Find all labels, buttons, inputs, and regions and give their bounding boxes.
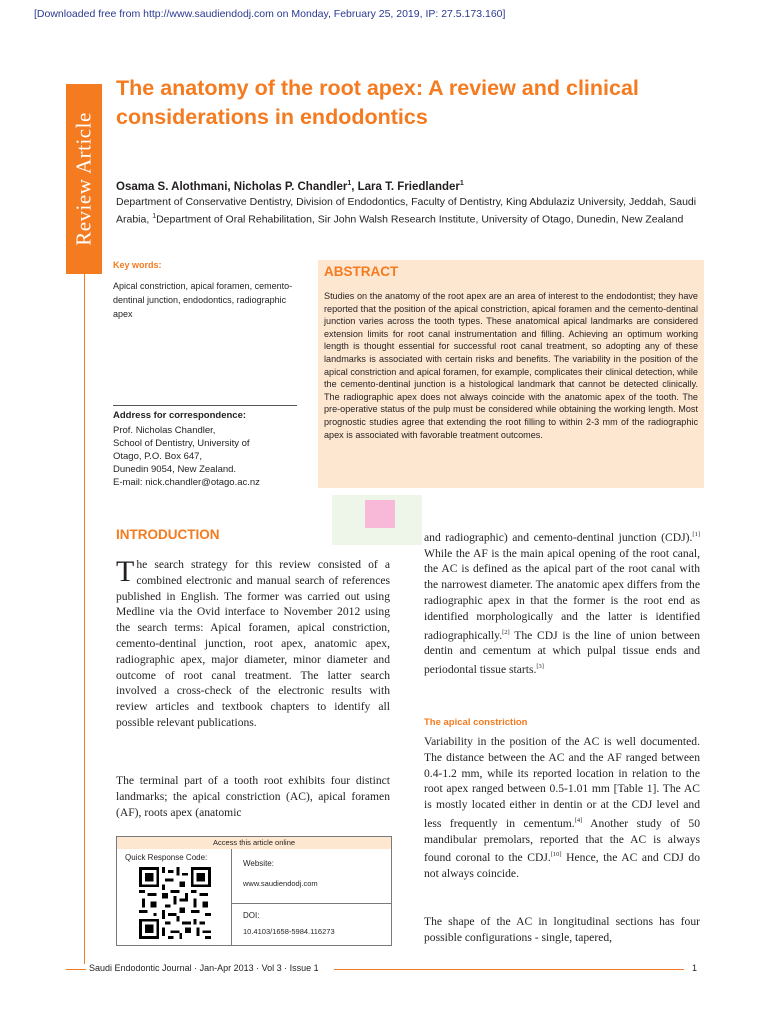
- doi-link[interactable]: 10.4103/1658-5984.116273: [243, 927, 335, 936]
- website-label: Website:: [243, 859, 274, 868]
- abstract-body: Studies on the anatomy of the root apex are an area of interest to the endodontist; they have reported that the position of the apical constriction, apical foramen and the cemento-dentinal junction varies across the tooth types. These anatomical apical landmarks are considered extension limits for root canal instrumentation and filling. Achieving an optimum working length is thought essential for successful root canal treatment, so adopting any of these landmarks is associated with certain risks and benefits. The variability in the position of the apical constriction and apical foramen, for example, complicates their clinical detection, while the cemento-dentinal junction is a histological landmark that cannot be detected clinically. The radiographic apex does not always coincide with the anatomic apex of the tooth. The pre-operative status of the pulp must be considered while obtaining the working length. Most prognostic studies agree that extending the root filling to within 2-3 mm of the radiographic apex is associated with favorable treatment outcomes.: [324, 291, 698, 440]
- keywords-heading: Key words:: [113, 260, 162, 270]
- footer-rule-left: [66, 969, 86, 970]
- qr-label: Quick Response Code:: [125, 853, 208, 862]
- page-number: 1: [692, 963, 698, 973]
- keywords-text: Apical constriction, apical foramen, cemento-dentinal junction, endodontics, radiographic apex: [113, 281, 293, 319]
- address-block: Prof. Nicholas Chandler, School of Dentistry, University of Otago, P.O. Box 647, Dunedin 9054, New Zealand. E-mail: nick.chandler@otago.ac.nz: [113, 424, 303, 489]
- side-rule: [84, 274, 85, 964]
- author-list: Osama S. Alothmani, Nicholas P. Chandler$^1$, Lara T. Friedlander$^1$: [116, 180, 464, 193]
- journal-footer: Saudi Endodontic Journal · Jan-Apr 2013 · Vol 3 · Issue 1: [89, 963, 319, 973]
- intro-paragraph-1: The search strategy for this review consisted of a combined electronic and manual search of references published in English. The former was carried out using Medline via the Ovid interface to November 2012 using the search terms: Apical foramen, apical constriction, cemento-dentinal junction, root apex, anatomic apex, radiographic apex, major diameter, minor diameter and outcome of root canal treatment. The latter search involved a cross-check of the electronic results with review articles and textbook chapters to identify all possible relevant publications.: [116, 555, 390, 729]
- download-banner: [Downloaded free from http://www.saudiendodj.com on Monday, February 25, 2019, IP: 27.5.173.160]: [34, 8, 506, 20]
- review-article-tab: [66, 84, 102, 274]
- footer-rule-right: [334, 969, 684, 970]
- apical-constriction-heading: The apical constriction: [424, 717, 528, 728]
- qr-code-icon[interactable]: [139, 867, 211, 939]
- access-article-box: [116, 836, 392, 946]
- right-paragraph-2: Variability in the position of the AC is well documented. The distance between the AC and the AF ranged between 0.4-1.2 mm, while its reported location in relation to the root apex ranged between 0.5-1.01 mm [Table 1]. The AC is mostly located either in dentin or at the CDJ level and less frequently in cementum.[4] Another study of 50 mandibular premolars, reported that the AC is always found coronal to the CDJ.[10] Hence, the AC and CDJ do not always coincide.: [424, 735, 700, 881]
- correspondence-email[interactable]: E-mail: nick.chandler@otago.ac.nz: [113, 477, 260, 488]
- introduction-heading: INTRODUCTION: [116, 527, 220, 542]
- right-paragraph-1: and radiographic) and cemento-dentinal junction (CDJ).[1] While the AF is the main apical opening of the root canal, the AC is defined as the apical part of the root canal with the narrowest diameter. The anatomic apex differs from the radiographic apex in that the former is the root end as identified morphologically and the latter is identified radiographically.[2] The CDJ is the line of union between dentin and cementum at which pulpal tissue ends and periodontal tissue starts.[3]: [424, 530, 700, 676]
- website-link[interactable]: www.saudiendodj.com: [243, 879, 318, 888]
- review-article-label: Review Article: [71, 112, 96, 246]
- affiliations: Department of Conservative Dentistry, Division of Endodontics, Faculty of Dentistry, King Abdulaziz University, Jeddah, Saudi Arabia, $^1$Department of Oral Rehabilitation, Sir John Walsh Research Institute, University of Otago, Dunedin, New Zealand: [116, 196, 697, 225]
- article-title: The anatomy of the root apex: A review and clinical considerations in endodontics: [116, 76, 639, 129]
- abstract-box: [318, 260, 704, 488]
- address-heading: Address for correspondence:: [113, 410, 247, 421]
- right-paragraph-3: The shape of the AC in longitudinal sections has four possible configurations - single, tapered,: [424, 915, 700, 944]
- doi-label: DOI:: [243, 911, 260, 920]
- drop-cap: T: [116, 555, 135, 588]
- access-divider: [231, 903, 391, 904]
- intro-paragraph-2: The terminal part of a tooth root exhibits four distinct landmarks; the apical constriction (AC), apical foramen (AF), roots apex (anatomic: [116, 774, 390, 819]
- decorative-watermark-accent: [365, 500, 395, 528]
- abstract-heading: ABSTRACT: [324, 264, 399, 279]
- address-divider: [113, 405, 297, 406]
- access-heading: Access this article online: [117, 837, 391, 849]
- access-divider: [231, 849, 232, 945]
